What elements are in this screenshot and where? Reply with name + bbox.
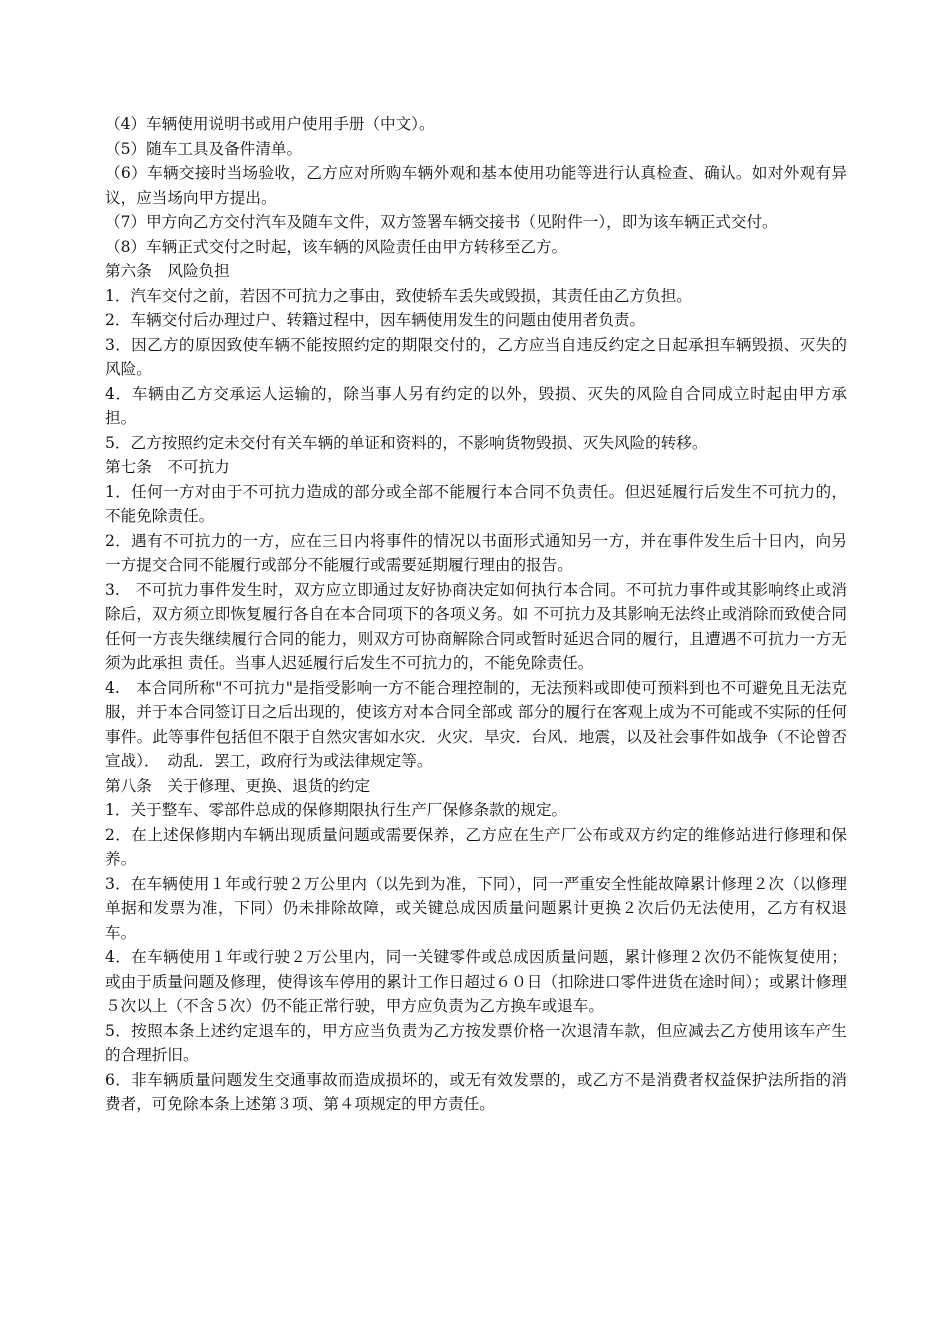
document-body bbox=[105, 112, 847, 1117]
paragraph-6-3: 3．因乙方的原因致使车辆不能按照约定的期限交付的，乙方应当自违反约定之日起承担车辆毁损、灭失的风险。 bbox=[105, 335, 847, 378]
paragraph-6-5: 5．乙方按照约定未交付有关车辆的单证和资料的，不影响货物毁损、灭失风险的转移。 bbox=[105, 433, 708, 452]
paragraph-5-8: （8）车辆正式交付之时起，该车辆的风险责任由甲方转移至乙方。 bbox=[105, 237, 568, 256]
paragraph-8-1: 1．关于整车、零部件总成的保修期限执行生产厂保修条款的规定。 bbox=[105, 801, 568, 819]
paragraph-5-6: （6）车辆交接时当场验收，乙方应对所购车辆外观和基本使用功能等进行认真检查、确认。如对外观有异议，应当场向甲方提出。 bbox=[105, 164, 847, 207]
paragraph-7-4: 4. 本合同所称"不可抗力"是指受影响一方不能合理控制的，无法预料或即使可预料到也不可避免且无法克服，并于本合同签订日之后出现的，使该方对本合同全部或 部分的履行在客观上成为不可能或不实际的任何事件。此等事件包括但不限于自然灾害如水灾．火灾．旱灾．台风．地震，以及社会事件如战争（不论曾否宣战）． 动乱．罢工，政府行为或法律规定等。 bbox=[105, 678, 847, 770]
paragraph-7-1: 1．任何一方对由于不可抗力造成的部分或全部不能履行本合同不负责任。但迟延履行后发生不可抗力的，不能免除责任。 bbox=[105, 482, 847, 525]
paragraph-5-7: （7）甲方向乙方交付汽车及随车文件，双方签署车辆交接书（见附件一），即为该车辆正式交付。 bbox=[105, 213, 778, 231]
paragraph-8-4: 4．在车辆使用１年或行驶２万公里内，同一关键零件或总成因质量问题，累计修理２次仍不能恢复使用；或由于质量问题及修理，使得该车停用的累计工作日超过６０日（扣除进口零件进货在途时间）；或累计修理５次以上（不含５次）仍不能正常行驶，甲方应负责为乙方换车或退车。 bbox=[105, 948, 847, 1015]
paragraph-5-5: （5）随车工具及备件清单。 bbox=[105, 139, 303, 158]
paragraph-5-4: （4）车辆使用说明书或用户使用手册（中文）。 bbox=[105, 115, 435, 133]
paragraph-8-3: 3．在车辆使用１年或行驶２万公里内（以先到为准，下同），同一严重安全性能故障累计修理２次（以修理单据和发票为准，下同）仍未排除故障，或关键总成因质量问题累计更换２次后仍无法使用，乙方有权退车。 bbox=[105, 874, 847, 942]
paragraph-8-2: 2．在上述保修期内车辆出现质量问题或需要保养，乙方应在生产厂公布或双方约定的维修站进行修理和保养。 bbox=[105, 825, 847, 868]
paragraph-8-6: 6．非车辆质量问题发生交通事故而造成损坏的，或无有效发票的，或乙方不是消费者权益保护法所指的消费者，可免除本条上述第３项、第４项规定的甲方责任。 bbox=[105, 1070, 847, 1113]
paragraph-8-5: 5．按照本条上述约定退车的，甲方应当负责为乙方按发票价格一次退清车款，但应减去乙方使用该车产生的合理折旧。 bbox=[105, 1021, 847, 1064]
paragraph-6-2: 2．车辆交付后办理过户、转籍过程中，因车辆使用发生的问题由使用者负责。 bbox=[105, 311, 646, 329]
article-7-heading: 第七条 不可抗力 bbox=[105, 458, 230, 476]
article-8-heading: 第八条 关于修理、更换、退货的约定 bbox=[105, 776, 371, 795]
paragraph-7-3: 3. 不可抗力事件发生时，双方应立即通过友好协商决定如何执行本合同。不可抗力事件或其影响终止或消除后，双方须立即恢复履行各自在本合同项下的各项义务。如 不可抗力及其影响无法终止或消除而致使合同任何一方丧失继续履行合同的能力，则双方可协商解除合同或暂时延迟合同的履行，且遭遇不可抗力一方无须为此承担 责任。当事人迟延履行后发生不可抗力的，不能免除责任。 bbox=[105, 580, 847, 672]
paragraph-7-2: 2．遇有不可抗力的一方，应在三日内将事件的情况以书面形式通知另一方，并在事件发生后十日内，向另一方提交合同不能履行或部分不能履行或需要延期履行理由的报告。 bbox=[105, 531, 847, 574]
paragraph-6-1: 1．汽车交付之前，若因不可抗力之事由，致使轿车丢失或毁损，其责任由乙方负担。 bbox=[105, 286, 692, 305]
article-6-heading: 第六条 风险负担 bbox=[105, 262, 230, 280]
paragraph-6-4: 4．车辆由乙方交承运人运输的，除当事人另有约定的以外，毁损、灭失的风险自合同成立时起由甲方承担。 bbox=[105, 384, 847, 427]
